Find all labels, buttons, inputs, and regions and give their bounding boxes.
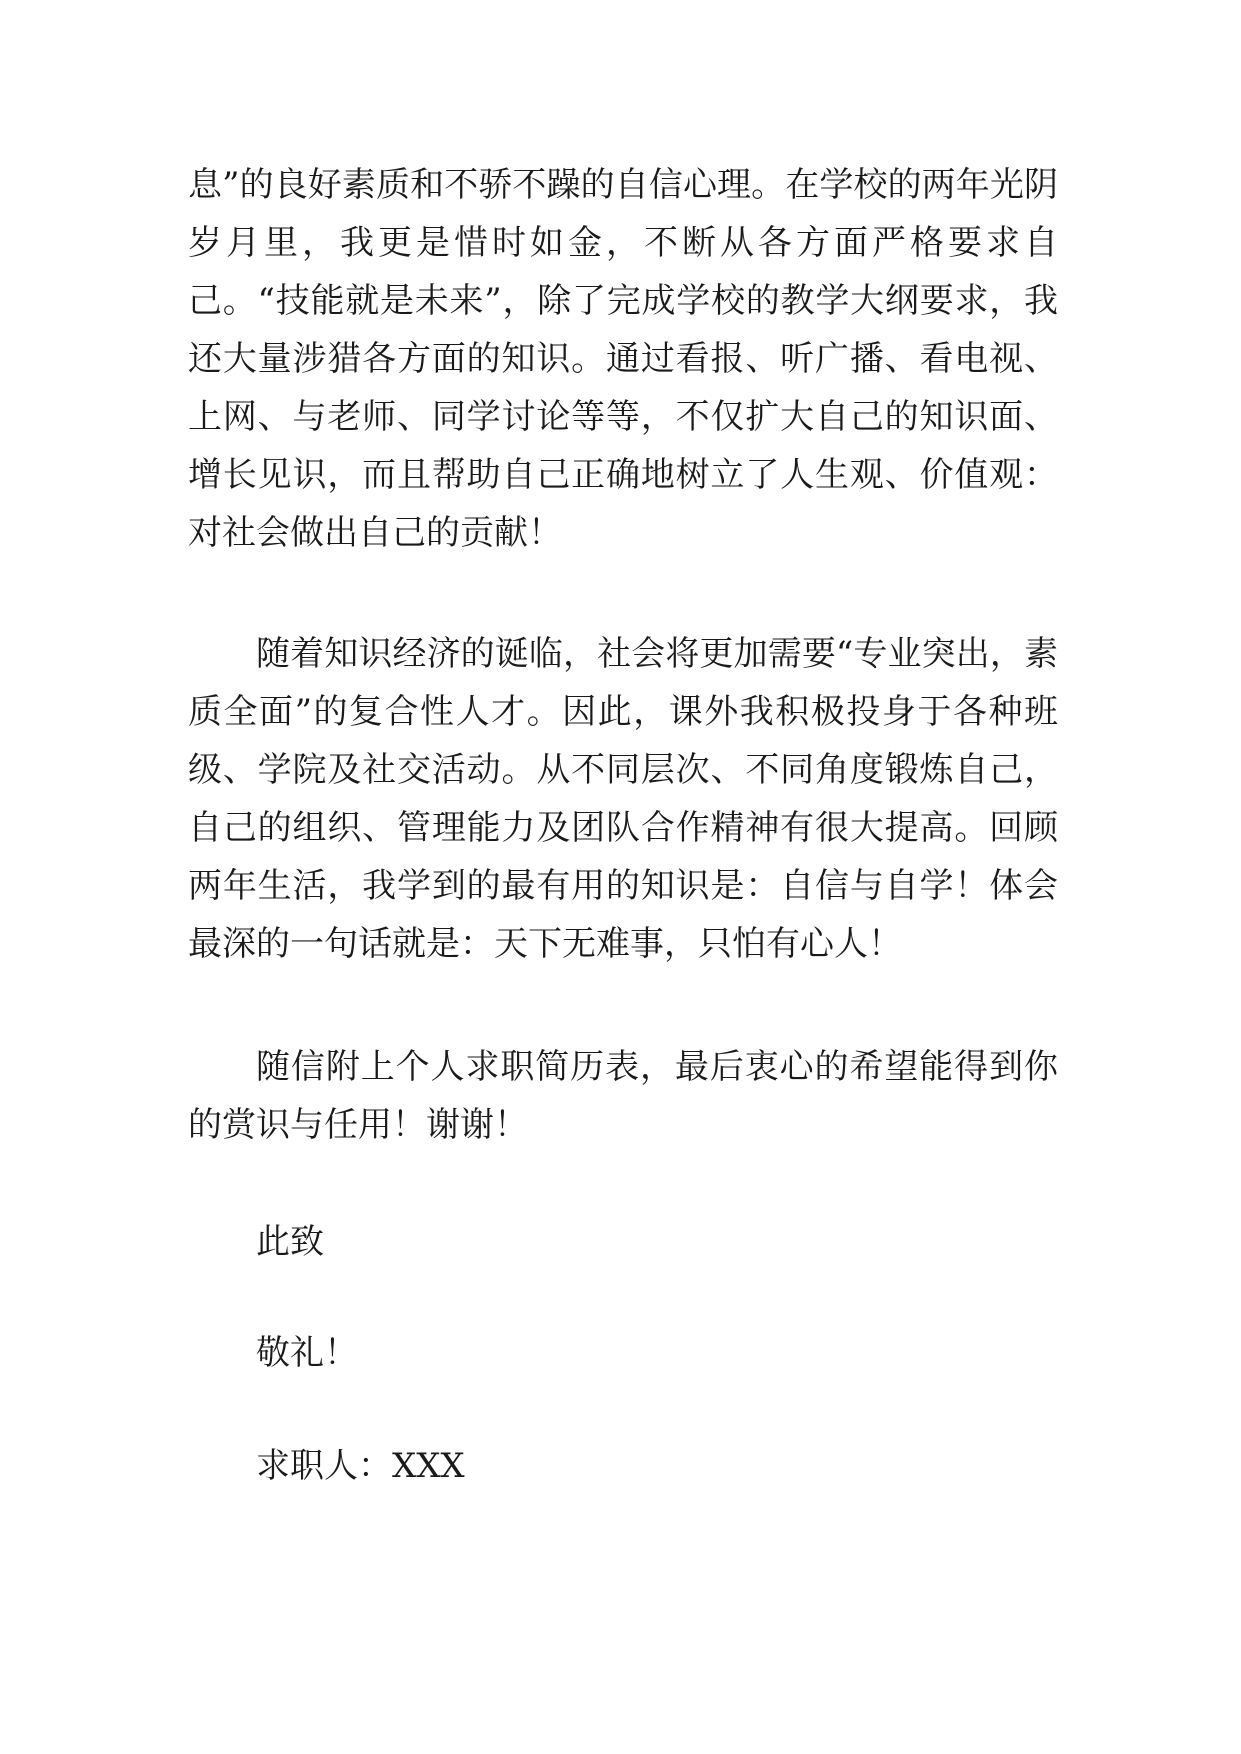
body-paragraph-3: 随信附上个人求职简历表，最后衷心的希望能得到你的赏识与任用！谢谢！ (188, 1047, 1058, 1145)
closing-line: 此致 (256, 1222, 324, 1262)
body-paragraph-2: 随着知识经济的诞临，社会将更加需要“专业突出，素质全面”的复合性人才。因此，课外我积极投身于各种班级、学院及社交活动。从不同层次、不同角度锻炼自己，自己的组织、管理能力及团队合作精神有很大提高。回顾两年生活，我学到的最有用的知识是：自信与自学！体会最深的一句话就是：天下无难事，只怕有心人！ (188, 634, 1058, 964)
salutation-line: 敬礼！ (256, 1333, 358, 1373)
signature-line: 求职人：XXX (256, 1446, 465, 1486)
body-paragraph-1: 息”的良好素质和不骄不躁的自信心理。在学校的两年光阴岁月里，我更是惜时如金，不断从各方面严格要求自己。“技能就是未来”，除了完成学校的教学大纲要求，我还大量涉猎各方面的知识。通过看报、听广播、看电视、上网、与老师、同学讨论等等，不仅扩大自己的知识面、增长见识，而且帮助自己正确地树立了人生观、价值观：对社会做出自己的贡献！ (188, 165, 1058, 553)
